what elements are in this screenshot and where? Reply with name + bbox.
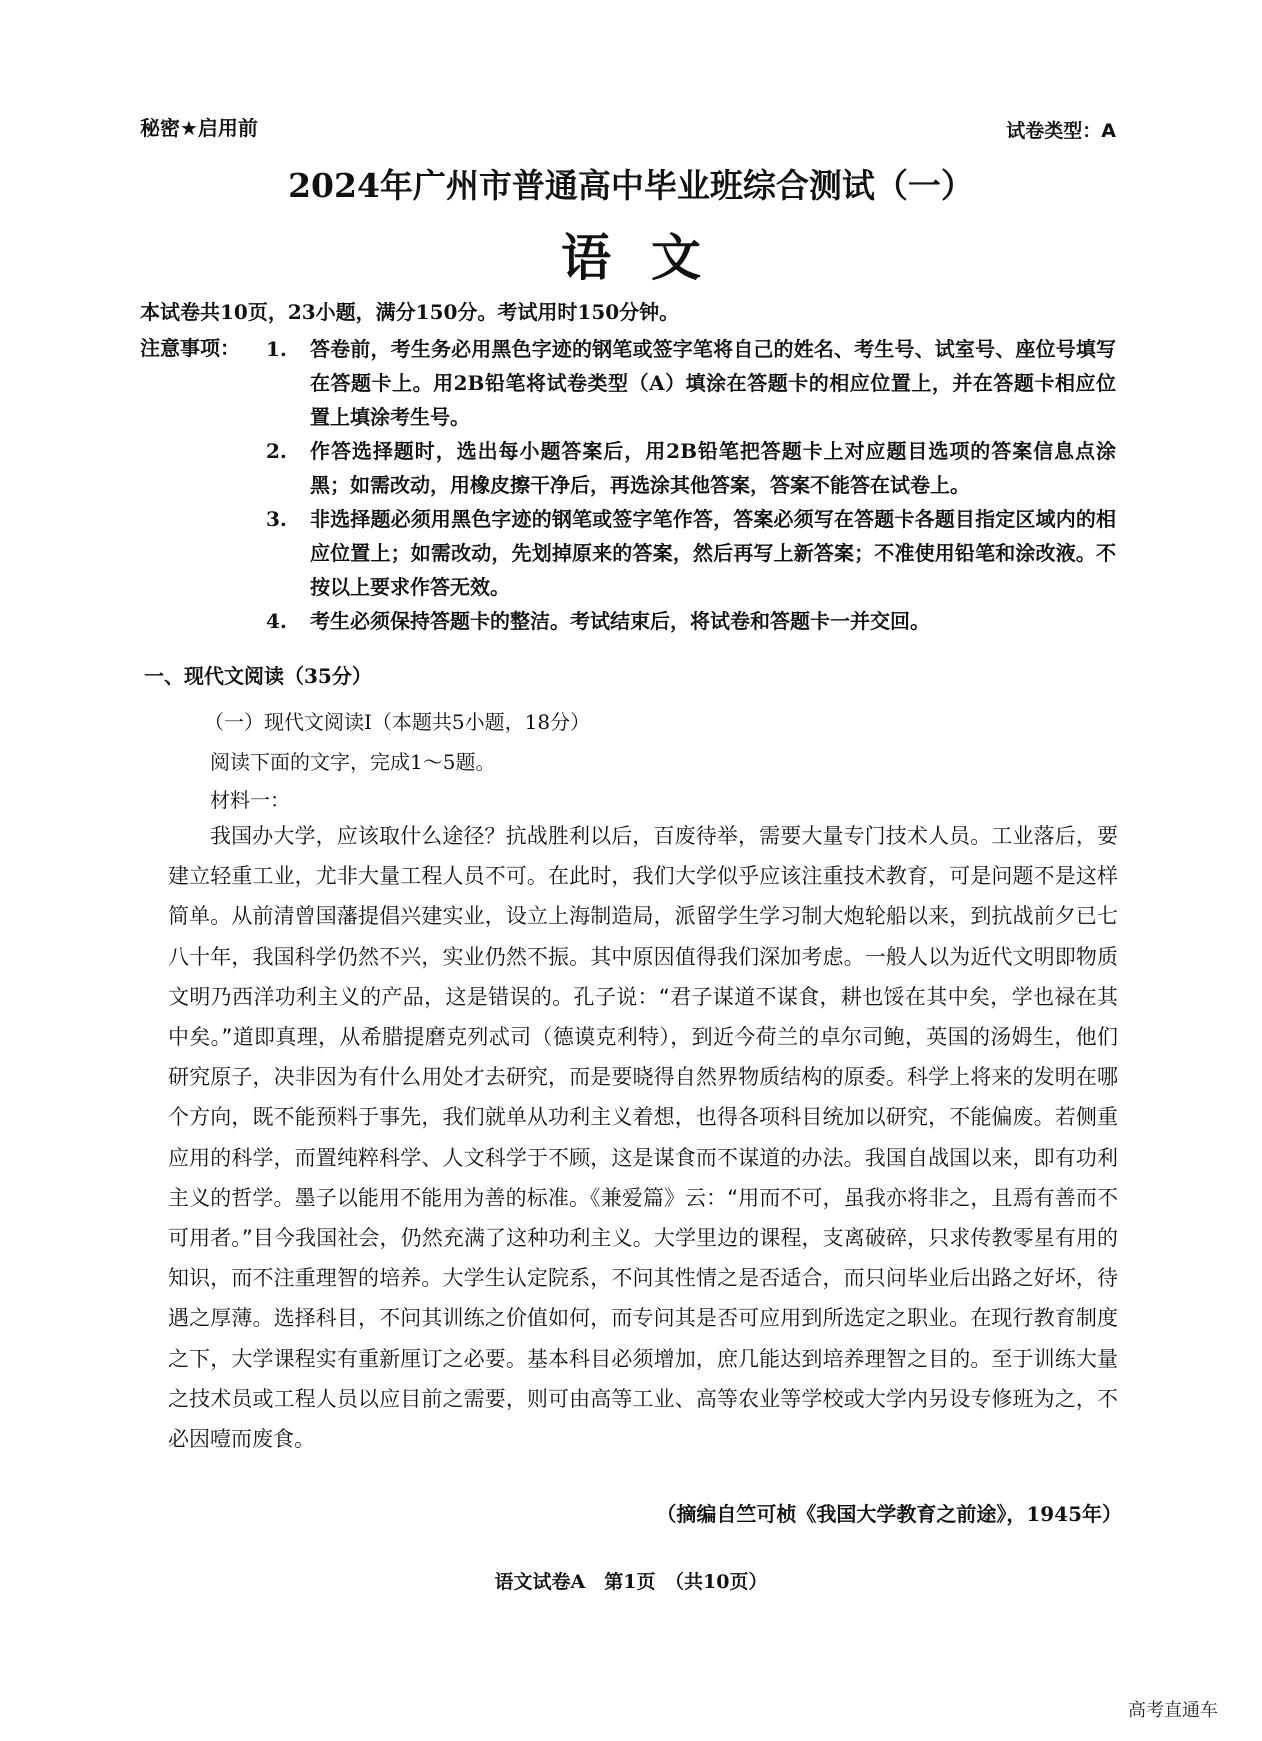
notice-number: 1. <box>266 337 287 361</box>
notice-number: 2. <box>266 439 287 463</box>
notice-item <box>266 604 1116 638</box>
confidential-mark: 秘密★启用前 <box>140 116 258 140</box>
notice-item <box>266 434 1116 502</box>
subject-title: 语文 <box>561 228 741 287</box>
notice-text: 考生必须保持答题卡的整洁。考试结束后，将试卷和答题卡一并交回。 <box>310 609 930 633</box>
notice-number: 3. <box>266 507 287 531</box>
exam-intro: 本试卷共10页，23小题，满分150分。考试用时150分钟。 <box>140 300 680 324</box>
notice-list <box>266 332 1116 638</box>
notice-number: 4. <box>266 609 287 633</box>
reading-passage: 我国办大学，应该取什么途径？抗战胜利以后，百废待举，需要大量专门技术人员。工业落后，要建立轻重工业，尤非大量工程人员不可。在此时，我们大学似乎应该注重技术教育，可是问题不是这样简单。从前清曾国藩提倡兴建实业，设立上海制造局，派留学生学习制大炮轮船以来，到抗战前夕已七八十年，我国科学仍然不兴，实业仍然不振。其中原因值得我们深加考虑。一般人以为近代文明即物质文明乃西洋功利主义的产品，这是错误的。孔子说：“君子谋道不谋食，耕也馁在其中矣，学也禄在其中矣。”道即真理，从希腊提磨克列忒司（德谟克利特），到近今荷兰的卓尔司鲍，英国的汤姆生，他们研究原子，决非因为有什么用处才去研究，而是要晓得自然界物质结构的原委。科学上将来的发明在哪个方向，既不能预料于事先，我们就单从功利主义着想，也得各项科目统加以研究，不能偏废。若侧重应用的科学，而置纯粹科学、人文科学于不顾，这是谋食而不谋道的办法。我国自战国以来，即有功利主义的哲学。墨子以能用不能用为善的标准。《兼爱篇》云：“用而不可，虽我亦将非之，且焉有善而不可用者。”目今我国社会，仍然充满了这种功利主义。大学里边的课程，支离破碎，只求传教零星有用的知识，而不注重理智的培养。大学生认定院系，不问其性情之是否适合，而只问毕业后出路之好坏，待遇之厚薄。选择科目，不问其训练之价值如何，而专问其是否可应用到所选定之职业。在现行教育制度之下，大学课程实有重新厘订之必要。基本科目必须增加，庶几能达到培养理智之目的。至于训练大量之技术员或工程人员以应目前之需要，则可由高等工业、高等农业等学校或大学内另设专修班为之，不必因噎而废食。 <box>168 824 1118 1452</box>
paper-type-label: 试卷类型：A <box>1006 120 1116 142</box>
notice-item <box>266 332 1116 434</box>
section-title: 一、现代文阅读（35分） <box>144 664 372 688</box>
watermark: 高考直通车 <box>1128 1700 1218 1721</box>
page-footer: 语文试卷A 第1页 （共10页） <box>494 1571 768 1593</box>
material-label: 材料一： <box>210 788 290 812</box>
subsection-title: （一）现代文阅读Ⅰ（本题共5小题，18分） <box>204 710 591 734</box>
exam-title: 2024年广州市普通高中毕业班综合测试（一） <box>288 166 974 205</box>
reading-instruction: 阅读下面的文字，完成1～5题。 <box>210 750 496 774</box>
notice-label: 注意事项： <box>140 336 240 360</box>
notice-text: 答卷前，考生务必用黑色字迹的钢笔或签字笔将自己的姓名、考生号、试室号、座位号填写在答题卡上。用2B铅笔将试卷类型（A）填涂在答题卡的相应位置上，并在答题卡相应位置上填涂考生号。 <box>310 337 1116 429</box>
notice-text: 非选择题必须用黑色字迹的钢笔或签字笔作答，答案必须写在答题卡各题目指定区域内的相应位置上；如需改动，先划掉原来的答案，然后再写上新答案；不准使用铅笔和涂改液。不按以上要求作答无效。 <box>310 507 1116 599</box>
notice-item <box>266 502 1116 604</box>
passage-source: （摘编自竺可桢《我国大学教育之前途》，1945年） <box>656 1502 1122 1526</box>
notice-text: 作答选择题时，选出每小题答案后，用2B铅笔把答题卡上对应题目选项的答案信息点涂黑；如需改动，用橡皮擦干净后，再选涂其他答案，答案不能答在试卷上。 <box>310 439 1116 497</box>
